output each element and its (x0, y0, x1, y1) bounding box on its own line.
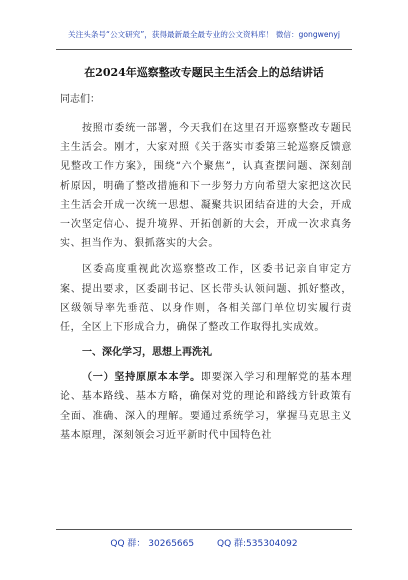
section-heading: 一、深化学习，思想上再洗礼 (82, 347, 212, 359)
footer-qq-group-2: QQ 群:535304092 (216, 539, 298, 549)
document-title: 在2024年巡察整改专题民主生活会上的总结讲话 (84, 66, 324, 79)
sub-heading: （一）坚持原原本本学。 (82, 372, 201, 384)
sub-heading-text: 即要深入学习和理解党的基本理论、基本路线、基本方略，确保对党的理论和路线方针政策有全面、准确、深入的理解。要通过系统学习，掌握马克思主义基本原理，深刻领会习近平新时代中国特色社 (60, 372, 352, 441)
paragraph-3 (60, 368, 352, 445)
paragraph-2: 区委高度重视此次巡察整改工作，区委书记亲自审定方案、提出要求，区委副书记、区长带头认领问题、抓好整改，区级领导率先垂范、以身作则，各相关部门单位切实履行责任，全区上下形成合力，确保了整改工作取得扎实成效。 (60, 264, 352, 334)
salutation: 同志们： (60, 94, 100, 105)
footer (0, 536, 408, 549)
header-banner: 关注头条号“公文研究”，获得最新最全最专业的公文资料库！ 微信：gongwenyj (68, 30, 340, 39)
header-divider (56, 49, 352, 50)
paragraph-1: 按照市委统一部署，今天我们在这里召开巡察整改专题民主生活会。刚才，大家对照《关于落实市委第三轮巡察反馈意见整改工作方案》，围绕“六个聚焦”，认真查摆问题、深刻剖析原因，明确了整改措施和下一步努力方向希望大家把这次民主生活会开成一次统一思想、凝聚共识团结奋进的大会，开成一次坚定信心、提升境界、开拓创新的大会，开成一次求真务实、担当作为、狠抓落实的大会。 (60, 123, 352, 250)
footer-divider (56, 529, 352, 530)
footer-qq-group-1: QQ 群： 30265665 (110, 539, 195, 549)
document-body (60, 91, 352, 452)
